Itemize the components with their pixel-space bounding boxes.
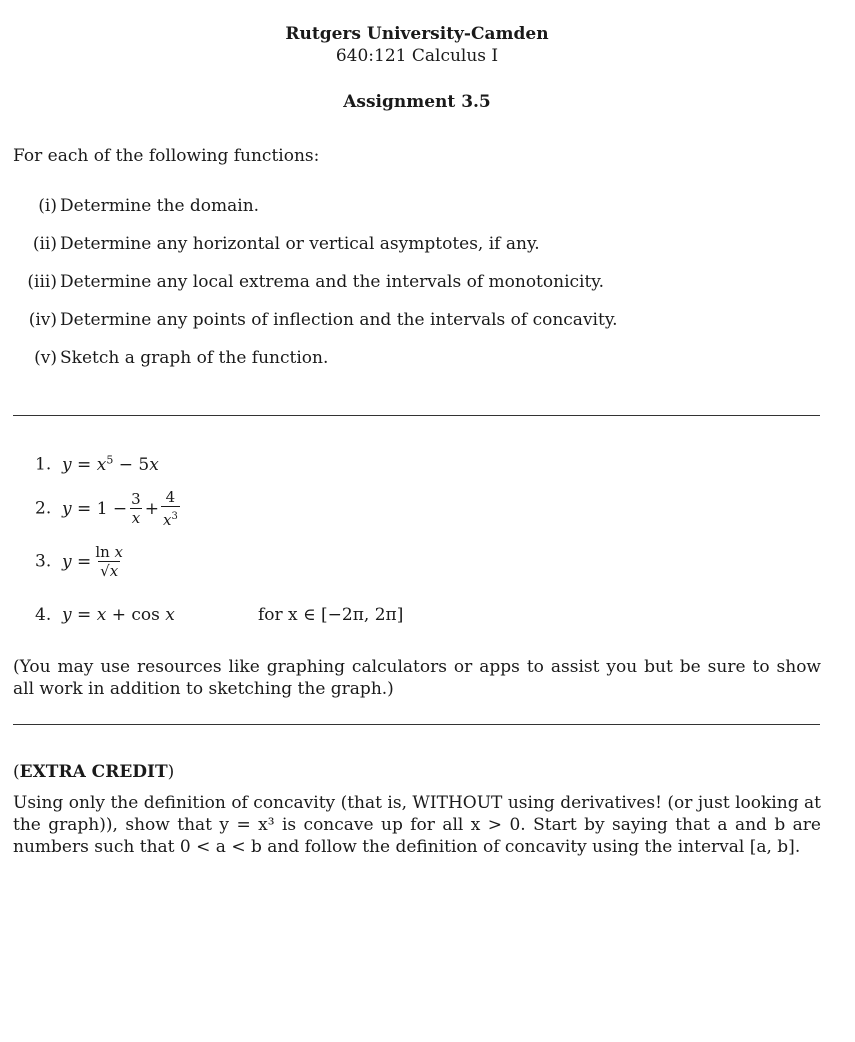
formula: y = x + cos x [62, 605, 175, 625]
task-text: Determine any points of inflection and the intervals of concavity. [60, 310, 618, 330]
university-title: Rutgers University-Camden [285, 24, 549, 44]
problem-number: 2. [35, 498, 52, 519]
task-item [13, 310, 821, 330]
problem-2 [35, 488, 182, 530]
task-text: Determine the domain. [60, 196, 260, 216]
extra-credit-heading: (EXTRA CREDIT) [13, 762, 175, 782]
domain-condition: for x ∈ [−2π, 2π] [258, 605, 404, 625]
formula: y = 1 − $\frac{3}{x}$ + $\frac{4}{x^3}$ [62, 488, 178, 529]
task-number: (v) [34, 348, 57, 368]
resources-note: (You may use resources like graphing calculators or apps to assist you but be sure to show all work in addition to sketching the graph.) [13, 657, 821, 699]
task-item [13, 348, 821, 368]
course-title: 640:121 Calculus I [335, 46, 499, 66]
problem-number: 3. [35, 551, 52, 572]
task-item [13, 196, 821, 216]
formula: y = $\frac{\text{ln x}}{√x}$ [62, 543, 124, 580]
task-number: (iii) [27, 272, 57, 292]
problem-number: 4. [35, 605, 52, 625]
task-text: Sketch a graph of the function. [60, 348, 329, 368]
task-number: (i) [38, 196, 57, 216]
divider [13, 415, 820, 416]
divider [13, 724, 820, 725]
task-text: Determine any local extrema and the intervals of monotonicity. [60, 272, 605, 292]
task-text: Determine any horizontal or vertical asymptotes, if any. [60, 234, 540, 254]
problem-1 [35, 453, 159, 475]
problem-3 [35, 543, 127, 581]
assignment-title: Assignment 3.5 [343, 92, 491, 112]
task-item [13, 272, 821, 292]
task-number: (iv) [28, 310, 57, 330]
problem-number: 1. [35, 454, 52, 475]
intro-text: For each of the following functions: [13, 146, 320, 166]
extra-credit-body: Using only the definition of concavity (that is, WITHOUT using derivatives! (or just looking at the graph)), show that y = x³ is concave up for all x > 0. Start by saying that a and b are numbers such that 0 < a < b and follow the definition of concavity using the interval [a, b]. [13, 793, 821, 857]
task-number: (ii) [32, 234, 57, 254]
formula: $y = x^5 - 5x$ [62, 453, 159, 475]
problem-4 [35, 605, 404, 625]
task-item [13, 234, 821, 254]
